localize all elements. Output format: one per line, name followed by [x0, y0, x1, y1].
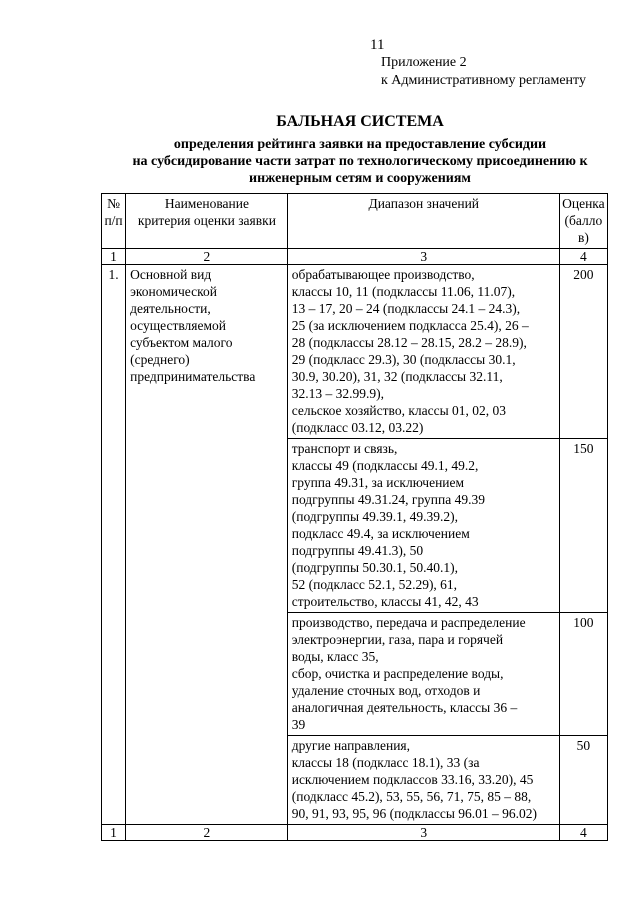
value-range-line: (подкласс 45.2), 53, 55, 56, 71, 75, 85 – 88, — [291, 789, 532, 804]
score-cell: 150 — [559, 439, 607, 613]
title-sub-1: определения рейтинга заявки на предоставление субсидии — [173, 137, 547, 152]
column-number: 4 — [559, 249, 607, 265]
value-range-line: транспорт и связь, — [291, 441, 398, 456]
appendix-line-2: к Административному регламенту — [381, 73, 586, 88]
header-value-range: Диапазон значений — [287, 194, 559, 249]
value-range-cell — [287, 613, 559, 736]
column-number: 1 — [102, 825, 126, 841]
column-number: 2 — [126, 249, 288, 265]
value-range-line: 25 (за исключением подкласса 25.4), 26 – — [291, 318, 529, 333]
criterion-name-line: деятельности, — [130, 301, 211, 316]
value-range-line: 29 (подкласс 29.3), 30 (подклассы 30.1, — [291, 352, 516, 367]
value-range-line: (подгруппы 50.30.1, 50.40.1), — [291, 560, 459, 575]
header-score-line: Оценка — [562, 196, 605, 211]
header-score-line: (балло — [564, 213, 603, 228]
title-sub-2: на субсидирование части затрат по технологическому присоединению к — [132, 154, 588, 169]
title-main: БАЛЬНАЯ СИСТЕМА — [276, 113, 444, 130]
value-range-cell — [287, 736, 559, 825]
table-row — [102, 265, 608, 439]
value-range-line: группа 49.31, за исключением — [291, 475, 465, 490]
score-cell: 100 — [559, 613, 607, 736]
score-cell: 50 — [559, 736, 607, 825]
value-range-line: сельское хозяйство, классы 01, 02, 03 — [291, 403, 507, 418]
value-range-line: подгруппы 49.41.3), 50 — [291, 543, 424, 558]
value-range-line: другие направления, — [291, 738, 411, 753]
header-number-line: п/п — [104, 213, 123, 228]
value-range-line: 13 – 17, 20 – 24 (подклассы 24.1 – 24.3), — [291, 301, 521, 316]
criterion-name-line: предпринимательства — [130, 369, 256, 384]
criterion-name — [126, 265, 288, 825]
column-number: 2 — [126, 825, 288, 841]
criterion-name-line: (среднего) — [130, 352, 190, 367]
value-range-line: 28 (подклассы 28.12 – 28.15, 28.2 – 28.9), — [291, 335, 527, 350]
value-range-line: классы 18 (подкласс 18.1), 33 (за — [291, 755, 480, 770]
column-number: 1 — [102, 249, 126, 265]
appendix-note — [381, 54, 586, 90]
value-range-line: электроэнергии, газа, пара и горячей — [291, 632, 504, 647]
value-range-cell — [287, 439, 559, 613]
value-range-line: воды, класс 35, — [291, 649, 379, 664]
criterion-name-line: субъектом малого — [130, 335, 233, 350]
criterion-name-line: Основной вид — [130, 267, 212, 282]
value-range-cell — [287, 265, 559, 439]
column-number-row — [102, 825, 608, 841]
column-number: 4 — [559, 825, 607, 841]
header-criterion-line: критерия оценки заявки — [137, 213, 276, 228]
column-number: 3 — [287, 249, 559, 265]
title-sub-3: инженерным сетям и сооружениям — [249, 171, 471, 186]
value-range-line: 32.13 – 32.99.9), — [291, 386, 384, 401]
value-range-line: исключением подклассов 33.16, 33.20), 45 — [291, 772, 534, 787]
criterion-number: 1. — [102, 265, 126, 825]
criterion-name-line: осуществляемой — [130, 318, 227, 333]
value-range-line: 52 (подкласс 52.1, 52.29), 61, — [291, 577, 458, 592]
value-range-line: 90, 91, 93, 95, 96 (подклассы 96.01 – 96.02) — [291, 806, 538, 821]
value-range-line: обрабатывающее производство, — [291, 267, 475, 282]
value-range-line: 30.9, 30.20), 31, 32 (подклассы 32.11, — [291, 369, 503, 384]
value-range-line: классы 49 (подклассы 49.1, 49.2, — [291, 458, 479, 473]
value-range-line: классы 10, 11 (подклассы 11.06, 11.07), — [291, 284, 516, 299]
value-range-line: подкласс 49.4, за исключением — [291, 526, 470, 541]
table-header-row — [102, 194, 608, 249]
score-cell: 200 — [559, 265, 607, 439]
appendix-line-1: Приложение 2 — [381, 55, 467, 70]
value-range-line: сбор, очистка и распределение воды, — [291, 666, 504, 681]
value-range-line: 39 — [291, 717, 306, 732]
scoring-table — [101, 193, 608, 841]
value-range-line: (подкласс 03.12, 03.22) — [291, 420, 424, 435]
value-range-line: удаление сточных вод, отходов и — [291, 683, 481, 698]
criterion-name-line: экономической — [130, 284, 217, 299]
column-number-row — [102, 249, 608, 265]
header-number-line: № — [107, 196, 120, 211]
header-criterion-name — [126, 194, 288, 249]
value-range-line: строительство, классы 41, 42, 43 — [291, 594, 479, 609]
page-number: 11 — [370, 37, 385, 53]
header-score — [559, 194, 607, 249]
value-range-line: производство, передача и распределение — [291, 615, 526, 630]
value-range-line: подгруппы 49.31.24, группа 49.39 — [291, 492, 485, 507]
value-range-line: аналогичная деятельность, классы 36 – — [291, 700, 518, 715]
document-title — [100, 112, 620, 187]
column-number: 3 — [287, 825, 559, 841]
header-score-line: в) — [577, 230, 589, 245]
value-range-line: (подгруппы 49.39.1, 49.39.2), — [291, 509, 459, 524]
header-number — [102, 194, 126, 249]
header-criterion-line: Наименование — [164, 196, 249, 211]
